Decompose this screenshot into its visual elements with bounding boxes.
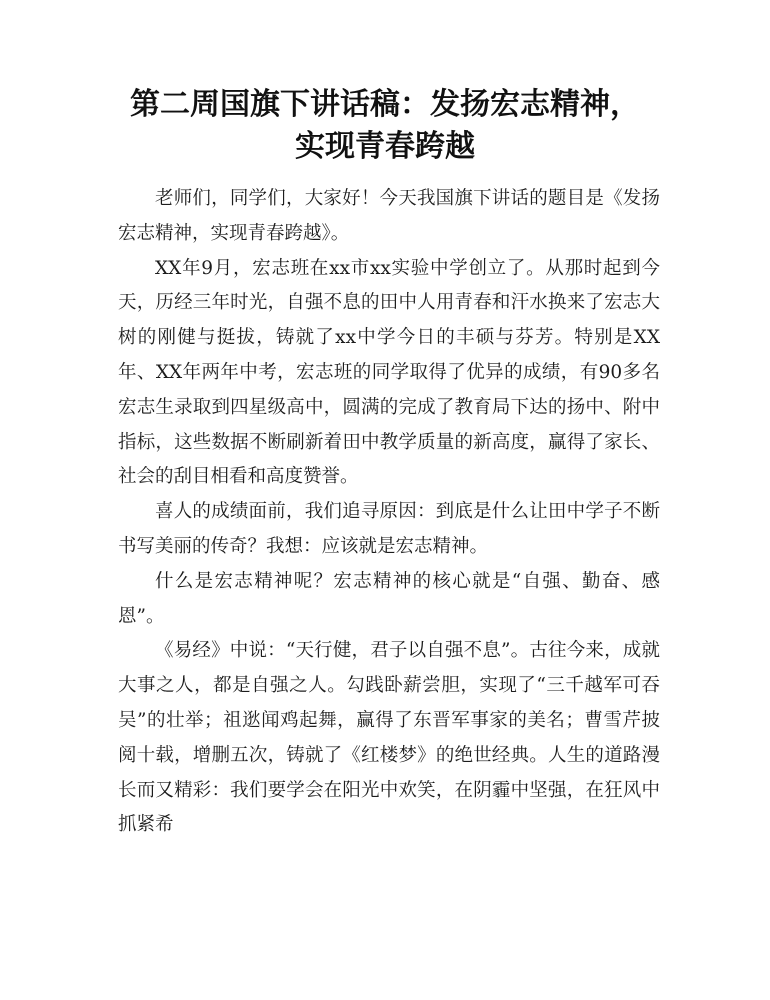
document-body [118, 182, 660, 843]
title-line-1: 第二周国旗下讲话稿：发扬宏志精神， [130, 87, 640, 122]
paragraph-2: XX年9月，宏志班在xx市xx实验中学创立了。从那时起到今天，历经三年时光，自强不息的田中人用青春和汗水换来了宏志大树的刚健与挺拔，铸就了xx中学今日的丰硕与芬芳。特别是XX年、XX年两年中考，宏志班的同学取得了优异的成绩，有90多名宏志生录取到四星级高中，圆满的完成了教育局下达的扬中、附中指标，这些数据不断刷新着田中教学质量的新高度，赢得了家长、社会的刮目相看和高度赞誉。 [118, 257, 660, 488]
document-title [90, 84, 680, 168]
paragraph-5: 《易经》中说：“天行健，君子以自强不息”。古往今来，成就大事之人，都是自强之人。勾践卧薪尝胆，实现了“三千越军可吞吴”的壮举；祖逖闻鸡起舞，赢得了东晋军事家的美名；曹雪芹披阅十载，增删五次，铸就了《红楼梦》的绝世经典。人生的道路漫长而又精彩：我们要学会在阳光中欢笑，在阴霾中坚强，在狂风中抓紧希 [118, 640, 660, 836]
paragraph-3: 喜人的成绩面前，我们追寻原因：到底是什么让田中学子不断书写美丽的传奇？我想：应该就是宏志精神。 [118, 501, 660, 557]
paragraph-4: 什么是宏志精神呢？宏志精神的核心就是“自强、勤奋、感恩”。 [118, 570, 660, 627]
paragraph-1: 老师们，同学们，大家好！今天我国旗下讲话的题目是《发扬宏志精神，实现青春跨越》。 [118, 188, 660, 244]
title-line-2: 实现青春跨越 [295, 129, 475, 164]
